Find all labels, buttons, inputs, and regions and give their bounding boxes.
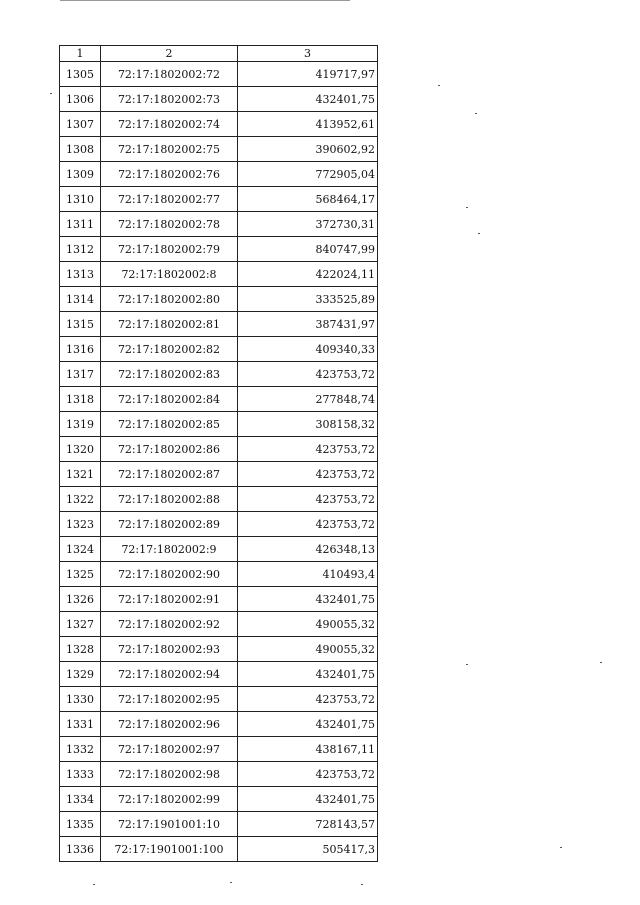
scan-edge-line	[60, 0, 350, 1]
table-row	[60, 612, 378, 637]
table-row	[60, 837, 378, 862]
cadastral-value: 423753,72	[238, 437, 378, 462]
row-number: 1328	[60, 637, 101, 662]
row-number: 1308	[60, 137, 101, 162]
table-row	[60, 712, 378, 737]
table-row	[60, 262, 378, 287]
cadastral-number: 72:17:1802002:98	[101, 762, 238, 787]
table-row	[60, 687, 378, 712]
row-number: 1312	[60, 237, 101, 262]
cadastral-number: 72:17:1802002:77	[101, 187, 238, 212]
cadastral-number: 72:17:1802002:73	[101, 87, 238, 112]
cadastral-value: 772905,04	[238, 162, 378, 187]
cadastral-value: 568464,17	[238, 187, 378, 212]
cadastral-value: 490055,32	[238, 612, 378, 637]
row-number: 1321	[60, 462, 101, 487]
table-row	[60, 287, 378, 312]
row-number: 1315	[60, 312, 101, 337]
row-number: 1334	[60, 787, 101, 812]
scan-speck	[466, 664, 468, 665]
table-row	[60, 587, 378, 612]
row-number: 1327	[60, 612, 101, 637]
cadastral-number: 72:17:1802002:89	[101, 512, 238, 537]
table-row	[60, 312, 378, 337]
table-row	[60, 812, 378, 837]
table-row	[60, 87, 378, 112]
row-number: 1322	[60, 487, 101, 512]
scan-speck	[475, 113, 477, 114]
scan-speck	[93, 884, 95, 885]
cadastral-number: 72:17:1802002:86	[101, 437, 238, 462]
row-number: 1330	[60, 687, 101, 712]
row-number: 1314	[60, 287, 101, 312]
row-number: 1320	[60, 437, 101, 462]
cadastral-value: 409340,33	[238, 337, 378, 362]
cadastral-number: 72:17:1802002:96	[101, 712, 238, 737]
scan-speck	[438, 85, 440, 86]
cadastral-number: 72:17:1802002:90	[101, 562, 238, 587]
table-body	[60, 62, 378, 862]
cadastral-number: 72:17:1802002:79	[101, 237, 238, 262]
cadastral-value: 410493,4	[238, 562, 378, 587]
cadastral-number: 72:17:1802002:81	[101, 312, 238, 337]
cadastral-value: 840747,99	[238, 237, 378, 262]
cadastral-value: 432401,75	[238, 787, 378, 812]
table-row	[60, 637, 378, 662]
cadastral-number: 72:17:1802002:8	[101, 262, 238, 287]
cadastral-number: 72:17:1802002:99	[101, 787, 238, 812]
cadastral-number: 72:17:1802002:84	[101, 387, 238, 412]
table-row	[60, 112, 378, 137]
cadastral-value: 432401,75	[238, 587, 378, 612]
cadastral-number: 72:17:1802002:92	[101, 612, 238, 637]
row-number: 1310	[60, 187, 101, 212]
cadastral-value: 432401,75	[238, 712, 378, 737]
scan-speck	[466, 207, 468, 208]
row-number: 1324	[60, 537, 101, 562]
cadastral-number: 72:17:1802002:72	[101, 62, 238, 87]
row-number: 1325	[60, 562, 101, 587]
table-row	[60, 762, 378, 787]
cadastral-number: 72:17:1802002:78	[101, 212, 238, 237]
cadastral-number: 72:17:1802002:85	[101, 412, 238, 437]
cadastral-number: 72:17:1802002:97	[101, 737, 238, 762]
cadastral-value: 333525,89	[238, 287, 378, 312]
scan-speck	[50, 93, 52, 94]
cadastral-number: 72:17:1802002:88	[101, 487, 238, 512]
cadastral-number: 72:17:1802002:82	[101, 337, 238, 362]
cadastral-number: 72:17:1802002:74	[101, 112, 238, 137]
cadastral-value: 423753,72	[238, 462, 378, 487]
table-row	[60, 462, 378, 487]
row-number: 1306	[60, 87, 101, 112]
row-number: 1332	[60, 737, 101, 762]
cadastral-number: 72:17:1802002:94	[101, 662, 238, 687]
row-number: 1329	[60, 662, 101, 687]
table-row	[60, 537, 378, 562]
cadastral-value: 423753,72	[238, 762, 378, 787]
row-number: 1336	[60, 837, 101, 862]
column-header-3: 3	[238, 46, 378, 62]
table-row	[60, 187, 378, 212]
table-row	[60, 487, 378, 512]
cadastral-value: 419717,97	[238, 62, 378, 87]
cadastral-number: 72:17:1901001:100	[101, 837, 238, 862]
row-number: 1319	[60, 412, 101, 437]
cadastral-value: 728143,57	[238, 812, 378, 837]
row-number: 1316	[60, 337, 101, 362]
row-number: 1331	[60, 712, 101, 737]
header-row	[60, 46, 378, 62]
cadastral-value: 413952,61	[238, 112, 378, 137]
table-row	[60, 387, 378, 412]
row-number: 1305	[60, 62, 101, 87]
cadastral-value: 432401,75	[238, 87, 378, 112]
table-row	[60, 62, 378, 87]
table-row	[60, 337, 378, 362]
row-number: 1313	[60, 262, 101, 287]
cadastral-value: 390602,92	[238, 137, 378, 162]
row-number: 1318	[60, 387, 101, 412]
table-row	[60, 412, 378, 437]
cadastral-number: 72:17:1901001:10	[101, 812, 238, 837]
table-row	[60, 437, 378, 462]
cadastral-value: 422024,11	[238, 262, 378, 287]
cadastral-value: 387431,97	[238, 312, 378, 337]
cadastral-value: 423753,72	[238, 362, 378, 387]
cadastral-value: 426348,13	[238, 537, 378, 562]
cadastral-number: 72:17:1802002:9	[101, 537, 238, 562]
table-row	[60, 562, 378, 587]
column-header-2: 2	[101, 46, 238, 62]
table-row	[60, 362, 378, 387]
table-row	[60, 137, 378, 162]
cadastral-number: 72:17:1802002:91	[101, 587, 238, 612]
cadastral-value: 423753,72	[238, 687, 378, 712]
cadastral-value: 432401,75	[238, 662, 378, 687]
cadastral-value: 423753,72	[238, 487, 378, 512]
scan-speck	[478, 233, 480, 234]
cadastral-value: 308158,32	[238, 412, 378, 437]
row-number: 1335	[60, 812, 101, 837]
cadastral-value: 423753,72	[238, 512, 378, 537]
column-header-1: 1	[60, 46, 101, 62]
row-number: 1317	[60, 362, 101, 387]
scan-speck	[230, 882, 232, 883]
row-number: 1333	[60, 762, 101, 787]
cadastral-number: 72:17:1802002:76	[101, 162, 238, 187]
cadastral-value: 438167,11	[238, 737, 378, 762]
table-row	[60, 787, 378, 812]
row-number: 1326	[60, 587, 101, 612]
cadastral-number: 72:17:1802002:75	[101, 137, 238, 162]
table-row	[60, 237, 378, 262]
table-row	[60, 737, 378, 762]
scan-speck	[560, 847, 562, 848]
row-number: 1309	[60, 162, 101, 187]
table-row	[60, 512, 378, 537]
scan-speck	[600, 662, 602, 663]
cadastral-number: 72:17:1802002:95	[101, 687, 238, 712]
table-row	[60, 162, 378, 187]
row-number: 1311	[60, 212, 101, 237]
cadastral-value-table	[59, 45, 378, 862]
row-number: 1307	[60, 112, 101, 137]
cadastral-number: 72:17:1802002:93	[101, 637, 238, 662]
scan-speck	[361, 884, 363, 885]
cadastral-value: 277848,74	[238, 387, 378, 412]
cadastral-value: 505417,3	[238, 837, 378, 862]
table-row	[60, 212, 378, 237]
cadastral-number: 72:17:1802002:87	[101, 462, 238, 487]
table-row	[60, 662, 378, 687]
cadastral-number: 72:17:1802002:83	[101, 362, 238, 387]
cadastral-value: 490055,32	[238, 637, 378, 662]
cadastral-number: 72:17:1802002:80	[101, 287, 238, 312]
row-number: 1323	[60, 512, 101, 537]
cadastral-value: 372730,31	[238, 212, 378, 237]
